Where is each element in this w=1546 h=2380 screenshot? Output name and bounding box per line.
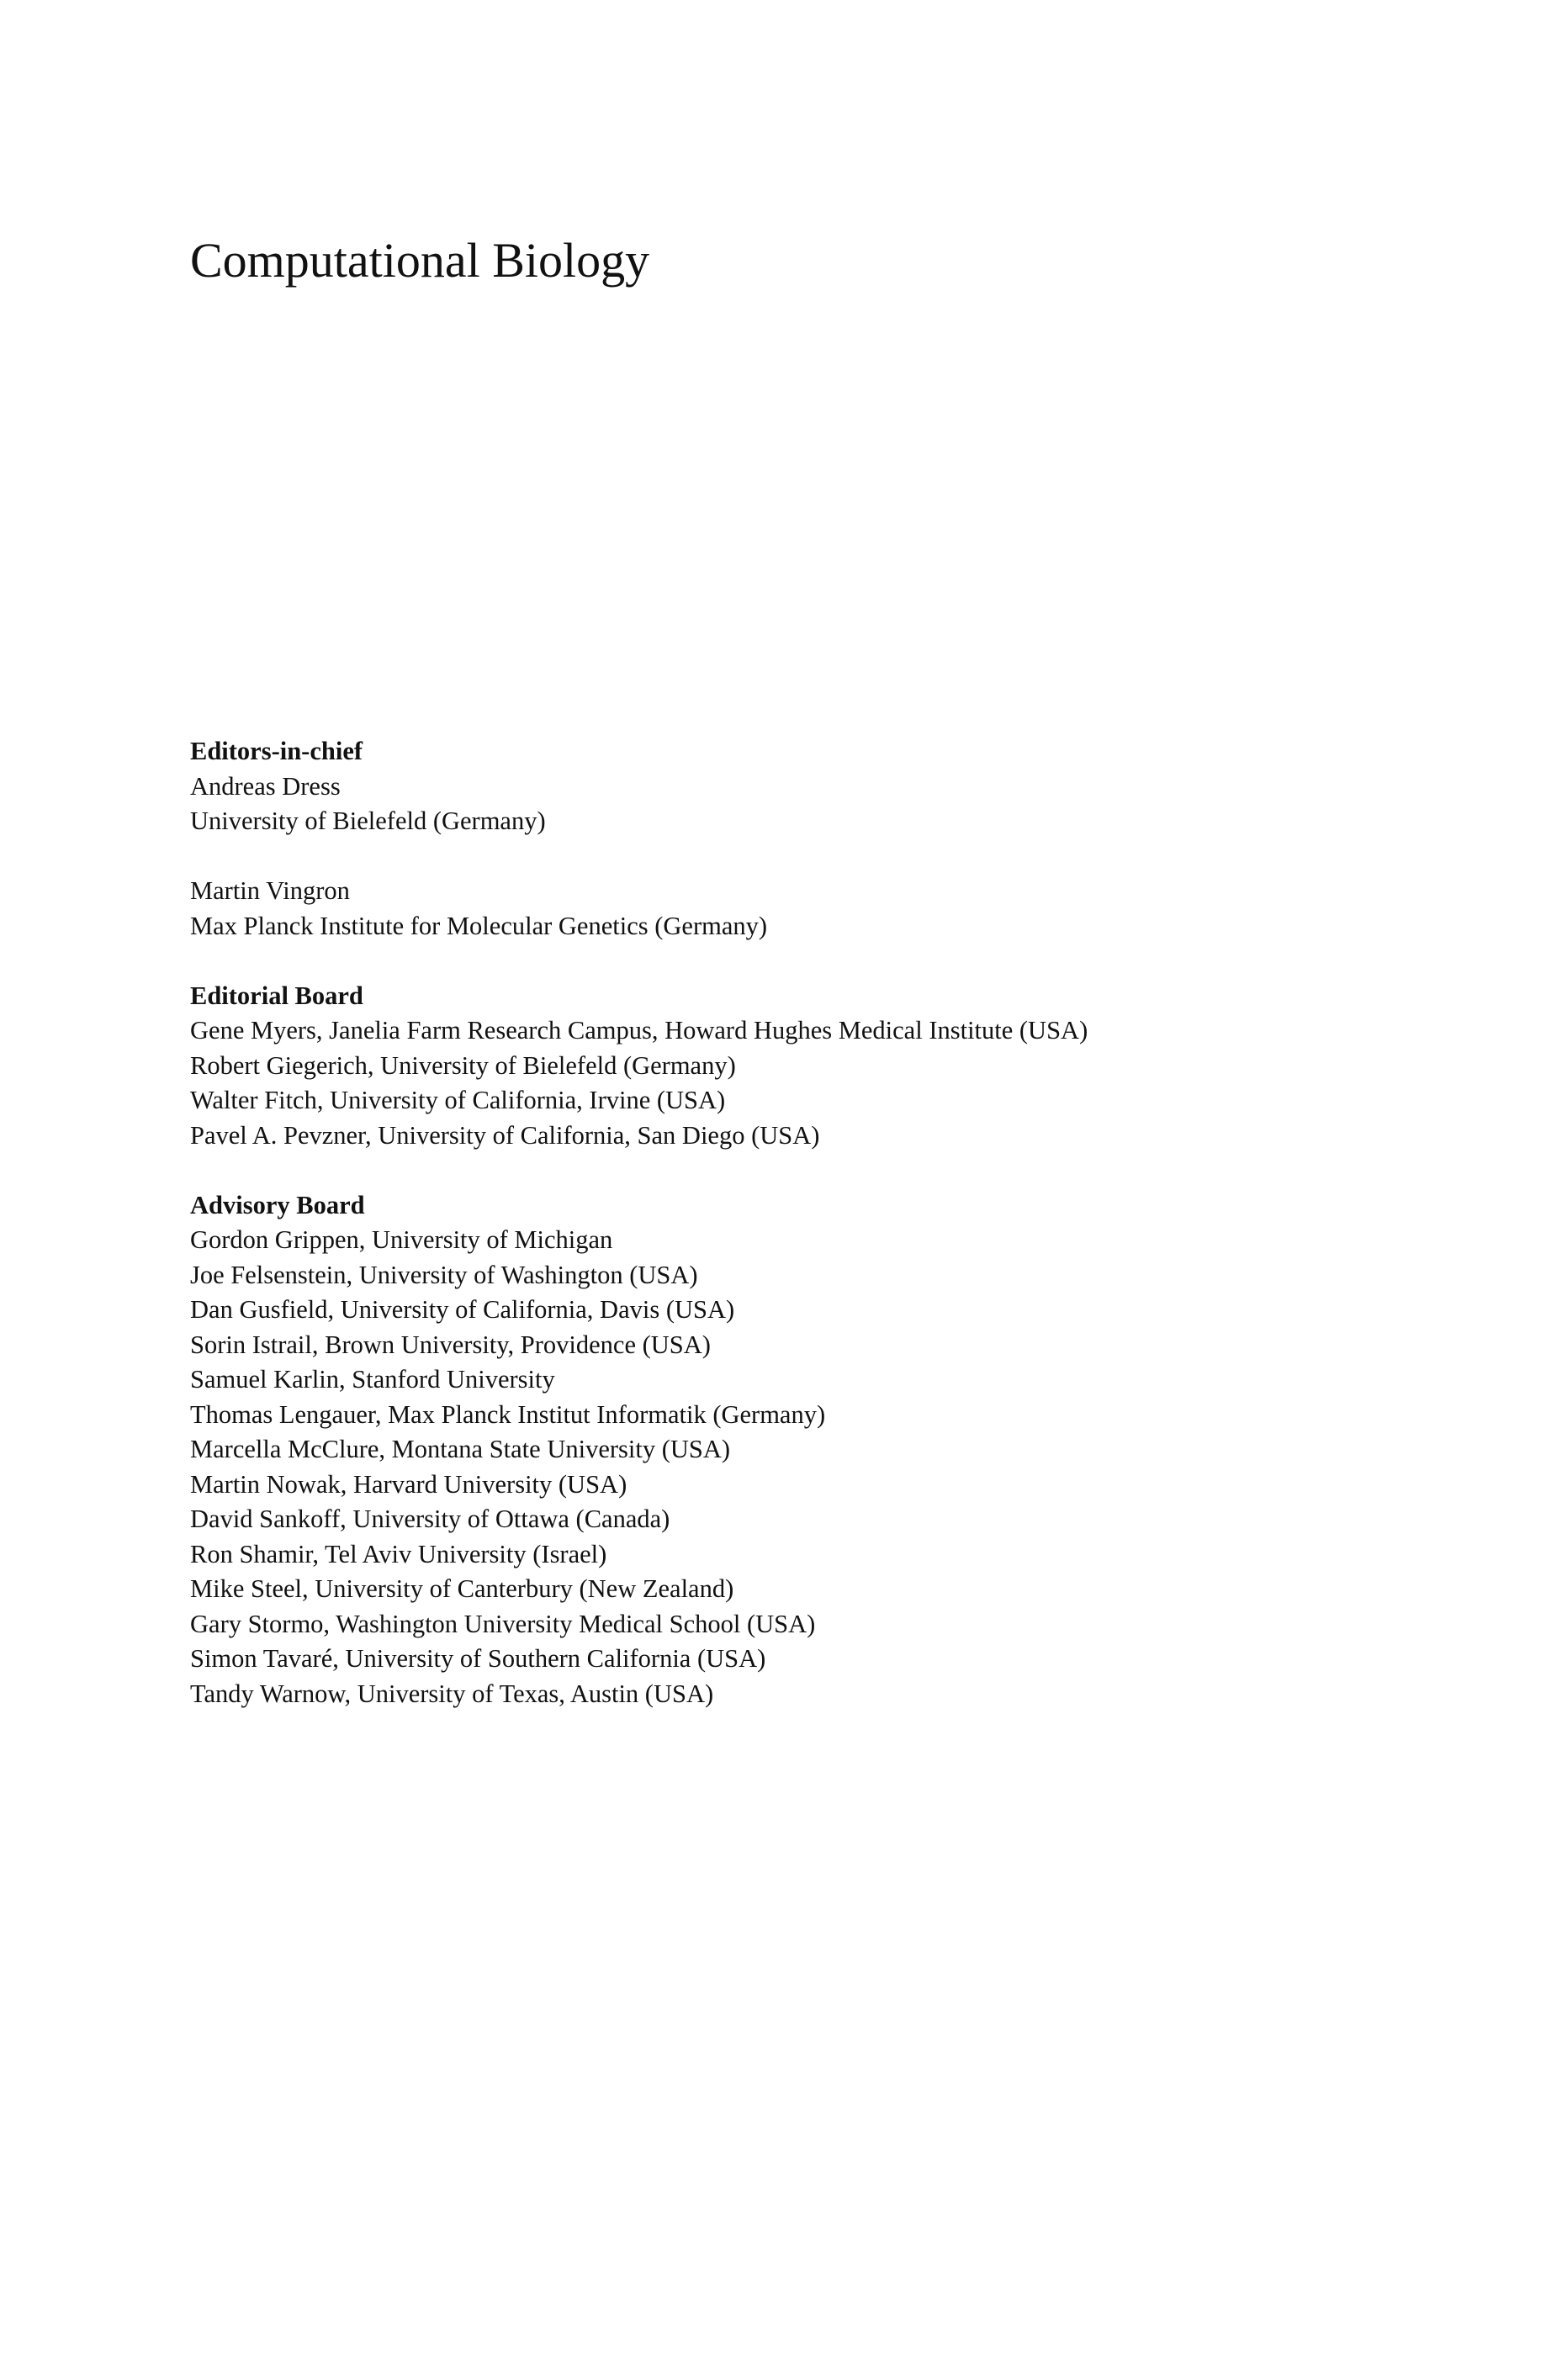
advisory-board-member: Ron Shamir, Tel Aviv University (Israel) (190, 1539, 607, 1568)
editor-name: Martin Vingron (190, 876, 350, 905)
advisory-board-member: Thomas Lengauer, Max Planck Institut Informatik (Germany) (190, 1399, 826, 1429)
editorial-board-section (190, 979, 1410, 1154)
advisory-board-member: Gordon Grippen, University of Michigan (190, 1225, 613, 1254)
boards-listing (190, 734, 1410, 1711)
advisory-board-member: Sorin Istrail, Brown University, Providence (USA) (190, 1330, 711, 1359)
advisory-board-member: Martin Nowak, Harvard University (USA) (190, 1469, 627, 1499)
advisory-board-member: Dan Gusfield, University of California, Davis (USA) (190, 1295, 735, 1324)
editor-name: Andreas Dress (190, 771, 341, 801)
advisory-board-member: Gary Stormo, Washington University Medical School (USA) (190, 1609, 816, 1638)
editorial-board-member: Walter Fitch, University of California, Irvine (USA) (190, 1086, 726, 1114)
editor-affiliation: Max Planck Institute for Molecular Genetics (Germany) (190, 911, 768, 940)
editor-in-chief-entry (190, 770, 1410, 839)
advisory-board-member: Joe Felsenstein, University of Washington (USA) (190, 1260, 698, 1289)
series-title: Computational Biology (190, 233, 650, 288)
advisory-board-heading: Advisory Board (190, 1190, 365, 1219)
editors-in-chief-section (190, 734, 1410, 944)
editor-affiliation: University of Bielefeld (Germany) (190, 807, 546, 835)
editorial-board-member: Robert Giegerich, University of Bielefeld (Germany) (190, 1050, 736, 1080)
advisory-board-member: Mike Steel, University of Canterbury (New Zealand) (190, 1574, 734, 1603)
editors-in-chief-heading: Editors-in-chief (190, 737, 363, 765)
advisory-board-member: David Sankoff, University of Ottawa (Canada) (190, 1505, 670, 1533)
editor-in-chief-entry (190, 874, 1410, 944)
editorial-board-member: Gene Myers, Janelia Farm Research Campus, Howard Hughes Medical Institute (USA) (190, 1016, 1088, 1045)
advisory-board-member: Samuel Karlin, Stanford University (190, 1365, 555, 1394)
editorial-board-heading: Editorial Board (190, 981, 363, 1010)
advisory-board-member: Tandy Warnow, University of Texas, Austin (USA) (190, 1679, 714, 1708)
advisory-board-section (190, 1188, 1410, 1712)
editorial-board-member: Pavel A. Pevzner, University of California, San Diego (USA) (190, 1120, 820, 1150)
advisory-board-member: Simon Tavaré, University of Southern California (USA) (190, 1644, 766, 1673)
advisory-board-member: Marcella McClure, Montana State University (USA) (190, 1435, 731, 1463)
